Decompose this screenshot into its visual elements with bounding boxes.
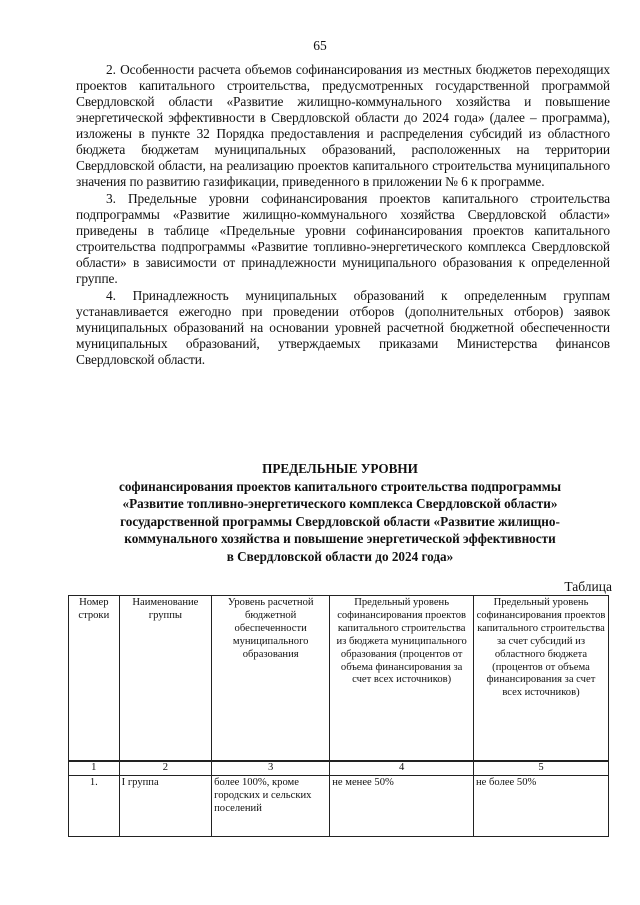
paragraph-4: 4. Принадлежность муниципальных образований к определенным группам устанавливается ежегодно при проведении отборов (дополнительных отборов) заявок муниципальных образований на основании уровней расчетной бюджетной обеспеченности муниципальных образований, утверждаемых приказами Министерства финансов Свердловской области. (76, 288, 610, 367)
table-title (60, 460, 620, 565)
column-number-row (69, 761, 609, 775)
title-line: государственной программы Свердловской области «Развитие жилищно- (120, 513, 560, 529)
cell-row-number: 1. (69, 775, 120, 836)
column-number: 3 (212, 761, 330, 775)
table-row (69, 775, 609, 836)
cell-budget-level: более 100%, кроме городских и сельских поселений (212, 775, 330, 836)
column-number: 5 (474, 761, 609, 775)
title-line: ПРЕДЕЛЬНЫЕ УРОВНИ (262, 461, 418, 476)
table-caption: Таблица (564, 579, 612, 594)
column-number: 2 (119, 761, 211, 775)
table-header-row (69, 596, 609, 762)
header-group-name: Наименование группы (119, 596, 211, 762)
cell-group-name: I группа (119, 775, 211, 836)
title-line: софинансирования проектов капитального строительства подпрограммы (118, 478, 562, 494)
title-line: «Развитие топливно-энергетического комплекса Свердловской области» (122, 496, 558, 511)
paragraph-2: 2. Особенности расчета объемов софинансирования из местных бюджетов переходящих проектов капитального строительства, предусмотренных государственной программой Свердловской области «Развитие жилищно-коммунального хозяйства и повышение энергетической эффективности в Свердловской области до 2024 года» (далее – программа), изложены в пункте 32 Порядка предоставления и распределения субсидий из областного бюджета бюджетам муниципальных образований, расположенных на территории Свердловской области, на реализацию проектов капитального строительства муниципального значения по развитию газификации, приведенного в приложении № 6 к программе. (76, 62, 610, 189)
body-text (76, 62, 610, 369)
header-regional-subsidy: Предельный уровень софинансирования проектов капитального строительства за счет субсидий из областного бюджета (процентов от объема финансирования за счет всех источников) (474, 596, 609, 762)
co-financing-table (68, 595, 609, 837)
header-budget-level: Уровень расчетной бюджетной обеспеченности муниципального образования (212, 596, 330, 762)
column-number: 1 (69, 761, 120, 775)
cell-municipal-share: не менее 50% (330, 775, 474, 836)
title-line: в Свердловской области до 2024 года» (226, 548, 454, 564)
cell-regional-subsidy: не более 50% (474, 775, 609, 836)
title-line: коммунального хозяйства и повышение энергетической эффективности (124, 531, 556, 546)
page-number: 65 (313, 38, 327, 53)
paragraph-3: 3. Предельные уровни софинансирования проектов капитального строительства подпрограммы «Развитие жилищно-коммунального хозяйства Свердловской области» приведены в таблице «Предельные уровни софинансирования проектов капитального строительства подпрограммы «Развитие топливно-энергетического комплекса Свердловской области» в зависимости от принадлежности муниципального образования к определенной группе. (76, 191, 610, 286)
column-number: 4 (330, 761, 474, 775)
header-municipal-share: Предельный уровень софинансирования проектов капитального строительства из бюджета муниципального образования (процентов от объема финансирования за счет всех источников) (330, 596, 474, 762)
header-row-number: Номер строки (69, 596, 120, 762)
